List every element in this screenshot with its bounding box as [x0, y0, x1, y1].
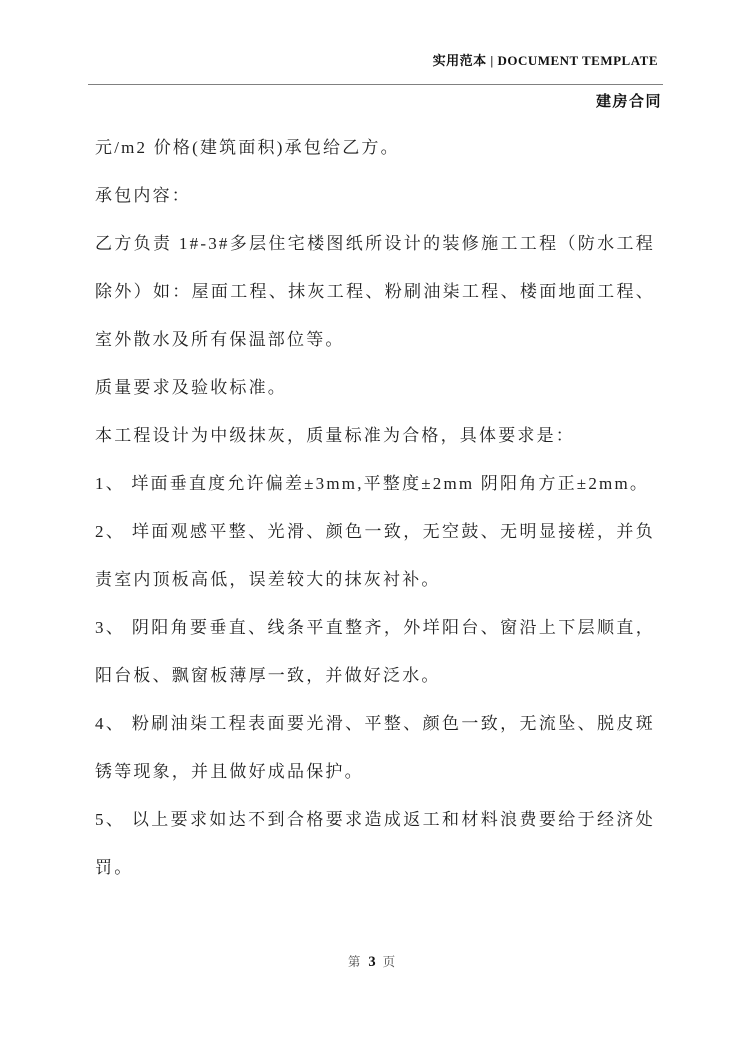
paragraph: 本工程设计为中级抹灰，质量标准为合格，具体要求是：: [95, 426, 575, 445]
paragraph: 元/m2 价格(建筑面积)承包给乙方。: [95, 138, 400, 157]
paragraph: 5、 以上要求如达不到合格要求造成返工和材料浪费要给于经济处罚。: [95, 810, 655, 877]
document-title: 建房合同: [595, 94, 662, 110]
header-brand: 实用范本 | DOCUMENT TEMPLATE: [432, 53, 658, 68]
page-number-suffix: 页: [382, 955, 397, 969]
header-divider: [88, 84, 663, 85]
paragraph: 1、 垟面垂直度允许偏差±3mm,平整度±2mm 阴阳角方正±2mm。: [95, 474, 650, 493]
paragraph: 承包内容：: [95, 186, 191, 205]
paragraph: 2、 垟面观感平整、光滑、颜色一致，无空鼓、无明显接槎，并负责室内顶板高低，误差较大的抹灰衬补。: [95, 522, 655, 589]
page-number-prefix: 第: [347, 955, 362, 969]
page-number: 3: [368, 954, 376, 970]
paragraph: 质量要求及验收标准。: [95, 378, 287, 397]
paragraph: 乙方负责 1#-3#多层住宅楼图纸所设计的装修施工工程（防水工程除外）如：屋面工程、抹灰工程、粉刷油柒工程、楼面地面工程、室外散水及所有保温部位等。: [95, 234, 655, 349]
paragraph: 4、 粉刷油柒工程表面要光滑、平整、颜色一致，无流坠、脱皮斑锈等现象，并且做好成品保护。: [95, 714, 655, 781]
paragraph: 3、 阴阳角要垂直、线条平直整齐，外垟阳台、窗沿上下层顺直，阳台板、飘窗板薄厚一致，并做好泛水。: [95, 618, 655, 685]
page-number-indicator: [0, 952, 744, 971]
document-body: [95, 124, 655, 892]
